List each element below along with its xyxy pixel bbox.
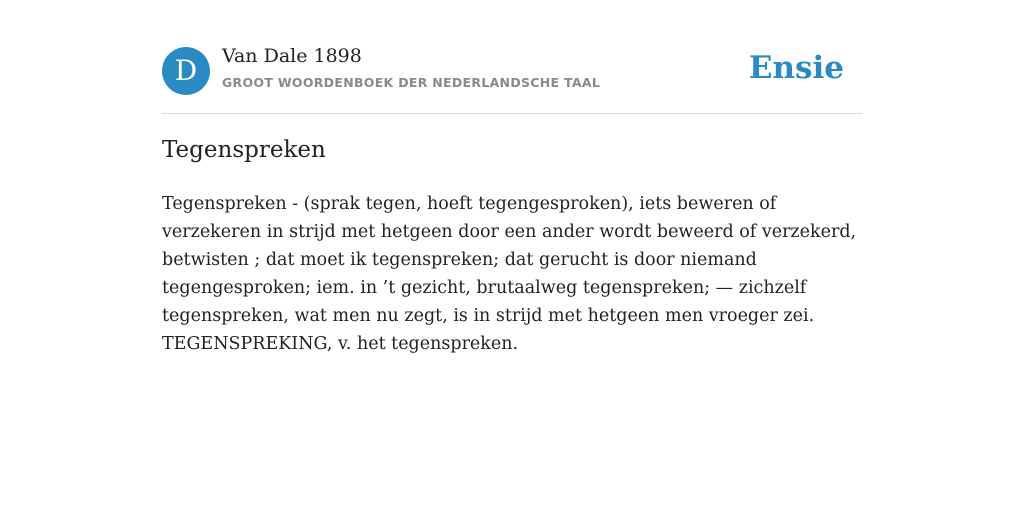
- brand-logo-link[interactable]: Ensie: [748, 50, 844, 86]
- source-logo[interactable]: D: [162, 47, 210, 95]
- entry-definition: Tegenspreken - (sprak tegen, hoeft tegengesproken), iets beweren of verzekeren in strijd met hetgeen door een ander wordt beweerd of verzekerd, betwisten ; dat moet ik tegenspreken; dat gerucht is door niemand tegengesproken; iem. in ’t gezicht, brutaalweg tegenspreken; — zichzelf tegenspreken, wat men nu zegt, is in strijd met hetgeen men vroeger zei. TEGENSPREKING, v. het tegenspreken.: [162, 194, 857, 354]
- source-title[interactable]: Van Dale 1898: [222, 45, 362, 67]
- header: [162, 0, 862, 114]
- entry-title: Tegenspreken: [162, 137, 326, 163]
- source-subtitle: GROOT WOORDENBOEK DER NEDERLANDSCHE TAAL: [222, 75, 601, 90]
